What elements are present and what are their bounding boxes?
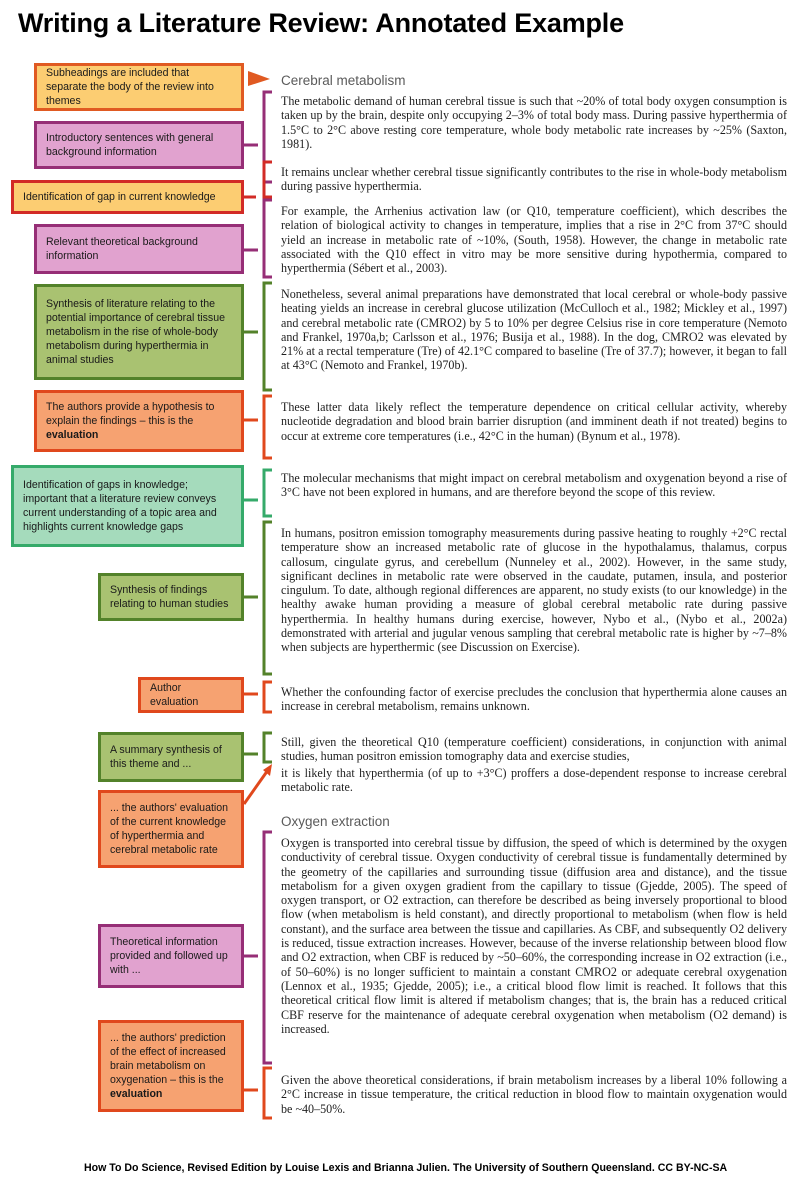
- paragraph-11: Oxygen is transported into cerebral tissue by diffusion, the speed of which is determined by the oxygen conductivity of cerebral tissue. Oxygen conductivity of cerebral tissue is fundamentally determined by the geometry of the capillaries and surrounding tissue (diffusion area and distance), and the tissue metabolism for a given oxygen gradient from the capillary to tissue (Gjedde, 2005). The speed of oxygen transport, or O2 extraction, can therefore be described as being inversely proportional to blood flow (when metabolism is held constant), and directly proportional to metabolism (when flow is held constant), and the surface area between the tissue and capillaries. As CBF, and subsequently O2 delivery is reduced, tissue extraction increases. However, because of the inverse relationship between blood flow and O2 extraction, when CBF is reduced by ~50–60%, the corresponding increase in O2 extraction (i.e., of 50–60%) is no longer sufficient to maintain a constant CMRO2 or adequate cerebral oxygenation (Lennox et al., 1935; Gjedde, 2005); i.e., a critical blood flow limit is reached. It follows that this theoretical critical flow limit is altered if metabolism changes; that is, the brain has a reduced critical CBF reserve for the maintenance of adequate cerebral oxygenation when metabolism (O2 demand) is increased.: [281, 836, 787, 1036]
- paragraph-1: The metabolic demand of human cerebral tissue is such that ~20% of total body oxygen consumption is taken up by the brain, despite only occupying 2–3% of total body mass. During passive hyperthermia of 1.5°C to 2°C above resting core temperature, whole body metabolic rate increases by ~25% (Saxton, 1981).: [281, 94, 787, 151]
- paragraph-2: It remains unclear whether cerebral tissue significantly contributes to the rise in whole-body metabolism during passive hyperthermia.: [281, 165, 787, 194]
- annotation-text: Identification of gaps in knowledge; important that a literature review conveys current understanding of a topic area and highlights current knowledge gaps: [23, 479, 217, 533]
- bracket-prediction: [244, 1068, 272, 1118]
- annotation-text-main: ... the authors' prediction of the effect of increased brain metabolism on oxygenation – this is the: [110, 1032, 226, 1086]
- annotation-prediction: [98, 1020, 244, 1112]
- annotation-author-evaluation: [138, 677, 244, 713]
- annotation-authors-evaluation-current: [98, 790, 244, 868]
- bracket-oxygen: [244, 832, 272, 1063]
- annotation-text-bold: evaluation: [46, 429, 99, 441]
- bracket-hypothesis: [244, 396, 272, 458]
- annotation-intro-sentences: [34, 121, 244, 169]
- bracket-gaps: [244, 470, 272, 516]
- section-heading-cerebral: Cerebral metabolism: [281, 73, 406, 88]
- annotation-text: Identification of gap in current knowledge: [23, 191, 216, 203]
- paragraph-6: The molecular mechanisms that might impact on cerebral metabolism and oxygenation beyond a rise of 3°C have not been explored in humans, and are therefore beyond the scope of this review.: [281, 471, 787, 500]
- annotation-text: Theoretical information provided and followed up with ...: [110, 936, 228, 976]
- annotation-text: [46, 400, 232, 442]
- annotation-text: Subheadings are included that separate the body of the review into themes: [46, 67, 214, 107]
- paragraph-8: Whether the confounding factor of exercise precludes the conclusion that hyperthermia alone causes an increase in cerebral metabolism, remains unknown.: [281, 685, 787, 714]
- annotation-text: Introductory sentences with general background information: [46, 132, 214, 158]
- annotation-text: A summary synthesis of this theme and ...: [110, 744, 222, 770]
- annotation-gap-identification: [11, 180, 244, 214]
- footer-credit: How To Do Science, Revised Edition by Louise Lexis and Brianna Julien. The University of Southern Queensland. CC BY-NC-SA: [84, 1162, 728, 1174]
- paragraph-5: These latter data likely reflect the temperature dependence on critical cellular activity, whereby nucleotide degradation and blood brain barrier disruption (and imminent death if not treated) begins to occur at extreme core temperatures (i.e., 42°C in the human) (Bynum et al., 1978).: [281, 400, 787, 443]
- annotation-text: Synthesis of findings relating to human studies: [110, 584, 229, 610]
- annotation-subheadings: [34, 63, 244, 111]
- annotation-summary-synthesis: [98, 732, 244, 782]
- annotation-text: ... the authors' evaluation of the current knowledge of hyperthermia and cerebral metabolic rate: [110, 802, 229, 856]
- paragraph-7: In humans, positron emission tomography measurements during passive heating to roughly +2°C rectal temperature show an increased metabolic rate of glucose in the hypothalamus, thalamus, corpus callosum, cingulate gyrus, and cerebellum (Nunneley et al., 2002). However, in the same study, significant declines in metabolic rate were observed in the caudate, putamen, insula, and posterior cingulum. To date, although regional differences are apparent, no study exists (to our knowledge) in the healthy awake human providing a measure of global cerebral metabolic rate during passive hyperthermia. In healthy humans during exercise, however, Nybo et al., (Nybo et al., 2002a) demonstrated with arterial and jugular venous sampling that cerebral metabolic rate is higher by ~7–8% when subjects are hyperthermic (see Discussion on Exercise).: [281, 526, 787, 655]
- paragraph-4: Nonetheless, several animal preparations have demonstrated that local cerebral or whole-body passive heating yields an increase in cerebral glucose utilization (McCulloch et al., 1982; Mickley et al., 1997) and cerebral metabolic rate (CMRO2) by 5 to 10% per degree Celsius rise in core temperature (Nemoto and Frankel, 1970a,b; Carlsson et al., 1976; Busija et al., 1988). In the dog, CMRO2 was elevated by 21% at a rectal temperature (Tre) of 42.1°C compared to baseline (Tre of 37.7); however, it began to fall at 43°C (Nemoto and Frankel, 1970b).: [281, 287, 787, 373]
- annotation-text-main: The authors provide a hypothesis to explain the findings – this is the: [46, 401, 215, 427]
- annotation-text-bold: evaluation: [110, 1088, 163, 1100]
- annotation-animal-synthesis: [34, 284, 244, 380]
- bracket-gap: [244, 162, 272, 197]
- bracket-summary: [244, 733, 272, 762]
- annotation-human-synthesis: [98, 573, 244, 621]
- annotation-text: Relevant theoretical background information: [46, 236, 198, 262]
- paragraph-9: Still, given the theoretical Q10 (temperature coefficient) considerations, in conjunction with animal studies, human positron emission tomography data and exercise studies,: [281, 735, 787, 764]
- bracket-intro: [244, 92, 272, 182]
- section-heading-oxygen: Oxygen extraction: [281, 814, 390, 829]
- page-title: Writing a Literature Review: Annotated Example: [18, 8, 624, 38]
- paragraph-10: it is likely that hyperthermia (of up to +3°C) proffers a dose-dependent response to increase cerebral metabolic rate.: [281, 766, 787, 795]
- annotation-text: Author evaluation: [150, 682, 199, 708]
- annotation-theory-followed: [98, 924, 244, 988]
- annotation-text: Synthesis of literature relating to the potential importance of cerebral tissue metabolism in the rise of whole-body metabolism during hyperthermia in animal studies: [46, 298, 226, 366]
- subheading-arrow: [248, 71, 270, 86]
- annotation-theory-background: [34, 224, 244, 274]
- paragraph-12: Given the above theoretical considerations, if brain metabolism increases by a liberal 10% following a 2°C increase in tissue temperature, the critical reduction in blood flow to maintain oxygenation would be ~40–50%.: [281, 1073, 787, 1116]
- paragraph-3: For example, the Arrhenius activation law (or Q10, temperature coefficient), which describes the relation of biological activity to changes in temperature, implies that a rise in 2°C from 37°C should yield an increase in metabolic rate of ~10%, (South, 1958). However, the change in metabolic rate associated with the Q10 effect in vitro may be more sensitive during hypothermia, compared to hyperthermia (Sébert et al., 2003).: [281, 204, 787, 276]
- bracket-human: [244, 522, 272, 674]
- bracket-theory: [244, 200, 272, 277]
- annotation-hypothesis: [34, 390, 244, 452]
- bracket-animal: [244, 283, 272, 390]
- bracket-author-eval: [244, 682, 272, 712]
- arrow-evaluation: [244, 770, 268, 804]
- annotation-text: [110, 1031, 232, 1101]
- annotation-gaps-knowledge: [11, 465, 244, 547]
